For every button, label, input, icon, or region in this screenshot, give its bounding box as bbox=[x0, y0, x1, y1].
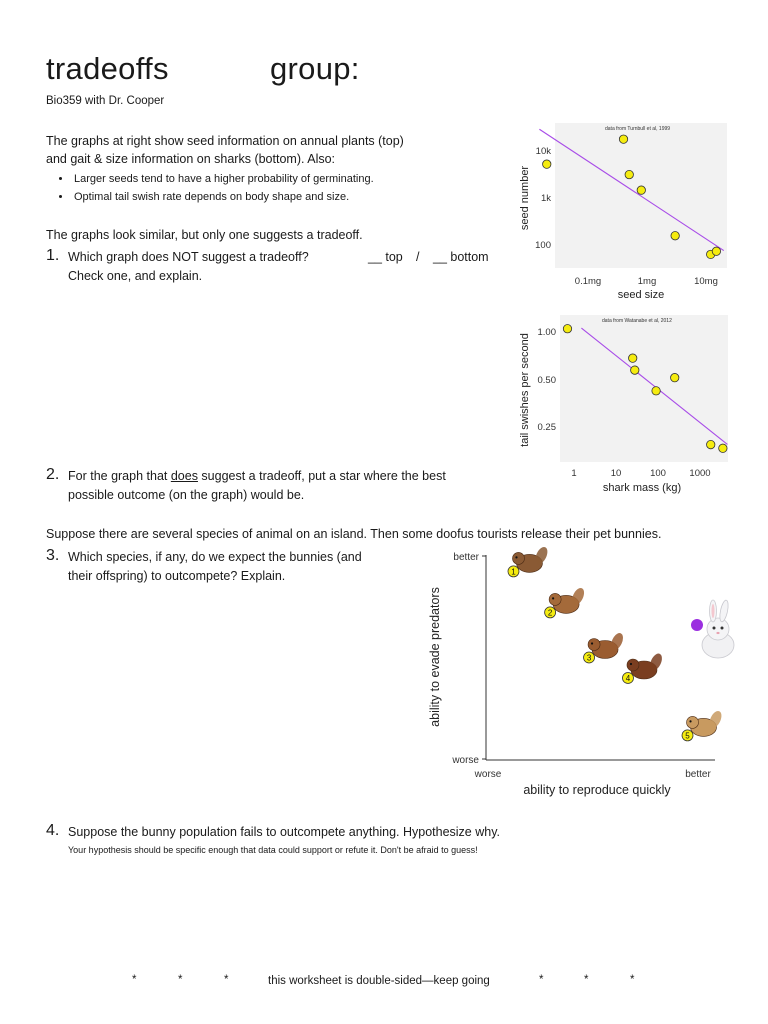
intro-text bbox=[46, 132, 486, 168]
seed-ytick: 1k bbox=[540, 193, 551, 204]
seed-ylabel: seed number bbox=[519, 165, 531, 231]
species-marker-label: 3 bbox=[586, 653, 592, 663]
footer-star: * bbox=[584, 974, 589, 986]
shark-ytick: 0.50 bbox=[537, 375, 556, 386]
shark-xtick: 1000 bbox=[689, 468, 711, 479]
seed-data-point bbox=[671, 232, 679, 240]
page-title: tradeoffs bbox=[46, 51, 169, 86]
species-marker-label: 4 bbox=[625, 674, 631, 684]
intro-line-1: The graphs at right show seed information on annual plants (top) bbox=[46, 134, 404, 148]
seed-data-point bbox=[637, 186, 645, 194]
shark-data-point bbox=[707, 440, 715, 448]
species-marker-label: 5 bbox=[685, 731, 690, 741]
shark-xtick: 10 bbox=[610, 468, 622, 479]
q1-number: 1. bbox=[46, 247, 60, 264]
seed-xtick: 0.1mg bbox=[574, 276, 602, 287]
q2-text-post: suggest a tradeoff, put a star where the best bbox=[197, 469, 446, 483]
bullet-item: • Optimal tail swish rate depends on body shape and size. bbox=[72, 188, 512, 206]
footer-star: * bbox=[224, 974, 229, 986]
q1-option-bottom[interactable]: __ bottom bbox=[433, 250, 489, 264]
bunny-icon bbox=[702, 600, 734, 658]
q3-line-2: their offspring) to outcompete? Explain. bbox=[68, 569, 286, 583]
shark-data-point bbox=[652, 387, 660, 395]
q3-number: 3. bbox=[46, 547, 60, 564]
footer-star: * bbox=[539, 974, 544, 986]
species-marker-label: 2 bbox=[547, 608, 553, 618]
seed-ytick: 100 bbox=[535, 240, 551, 251]
q2-text bbox=[68, 467, 498, 486]
species-ytick-worse: worse bbox=[452, 755, 479, 766]
shark-data-point bbox=[631, 366, 639, 374]
species-ytick-better: better bbox=[453, 552, 479, 563]
q2-text-underlined: does bbox=[170, 469, 198, 483]
shark-ytick: 0.25 bbox=[537, 422, 556, 433]
species-xtick-worse: worse bbox=[474, 769, 502, 780]
intro-line-2: and gait & size information on sharks (bottom). Also: bbox=[46, 152, 336, 166]
shark-chart bbox=[505, 310, 730, 500]
q1-instruction: Check one, and explain. bbox=[68, 269, 203, 283]
scenario-text: Suppose there are several species of animal on an island. Then some doofus tourists release their pet bunnies. bbox=[46, 527, 662, 541]
seed-ytick: 10k bbox=[535, 146, 551, 157]
q4-text: Suppose the bunny population fails to outcompete anything. Hypothesize why. bbox=[68, 825, 500, 839]
group-label: group: bbox=[270, 51, 360, 86]
similar-text: The graphs look similar, but only one suggests a tradeoff. bbox=[46, 228, 363, 242]
q4-number: 4. bbox=[46, 822, 60, 839]
q2-text-pre: For the graph that bbox=[68, 469, 171, 483]
intro-bullets bbox=[46, 170, 512, 206]
seed-xtick: 10mg bbox=[694, 276, 718, 287]
q4-hint: Your hypothesis should be specific enough that data could support or refute it. Don't be afraid to guess! bbox=[68, 845, 478, 855]
shark-xtick: 1 bbox=[571, 468, 577, 479]
shark-data-point bbox=[719, 444, 727, 452]
shark-plot-area bbox=[560, 315, 728, 462]
shark-ylabel: tail swishes per second bbox=[519, 333, 531, 447]
shark-xlabel: shark mass (kg) bbox=[602, 482, 682, 494]
course-label: Bio359 with Dr. Cooper bbox=[46, 95, 165, 107]
q1-text: Which graph does NOT suggest a tradeoff? bbox=[68, 250, 309, 264]
shark-xtick: 100 bbox=[650, 468, 666, 479]
bunny-marker bbox=[691, 619, 703, 631]
seed-data-point bbox=[619, 135, 627, 143]
bullet-item: • Larger seeds tend to have a higher probability of germinating. bbox=[72, 170, 512, 188]
q1-separator: / bbox=[416, 250, 420, 264]
species-chart bbox=[420, 545, 745, 800]
q1-option-top[interactable]: __ top bbox=[368, 250, 403, 264]
seed-xlabel: seed size bbox=[617, 289, 665, 301]
shark-source: data from Watanabe et al, 2012 bbox=[602, 318, 672, 324]
shark-ytick: 1.00 bbox=[537, 327, 556, 338]
footer-star: * bbox=[178, 974, 183, 986]
seed-source: data from Turnbull et al, 1999 bbox=[605, 126, 671, 132]
footer-star: * bbox=[630, 974, 635, 986]
q3-line-1: Which species, if any, do we expect the bunnies (and bbox=[68, 550, 362, 564]
q2-number: 2. bbox=[46, 466, 60, 483]
seed-data-point bbox=[625, 170, 633, 178]
species-ylabel: ability to evade predators bbox=[428, 587, 442, 727]
species-xtick-better: better bbox=[685, 769, 711, 780]
species-xlabel: ability to reproduce quickly bbox=[523, 783, 671, 797]
shark-data-point bbox=[563, 324, 571, 332]
shark-data-point bbox=[671, 373, 679, 381]
seed-xtick: 1mg bbox=[637, 276, 657, 287]
seed-data-point bbox=[543, 160, 551, 168]
footer-text: this worksheet is double-sided—keep going bbox=[268, 975, 490, 987]
q2-line-2: possible outcome (on the graph) would be. bbox=[68, 488, 305, 502]
footer-star: * bbox=[132, 974, 137, 986]
seed-data-point bbox=[712, 247, 720, 255]
species-marker-label: 1 bbox=[511, 567, 516, 577]
seed-chart bbox=[505, 118, 730, 308]
shark-data-point bbox=[629, 354, 637, 362]
